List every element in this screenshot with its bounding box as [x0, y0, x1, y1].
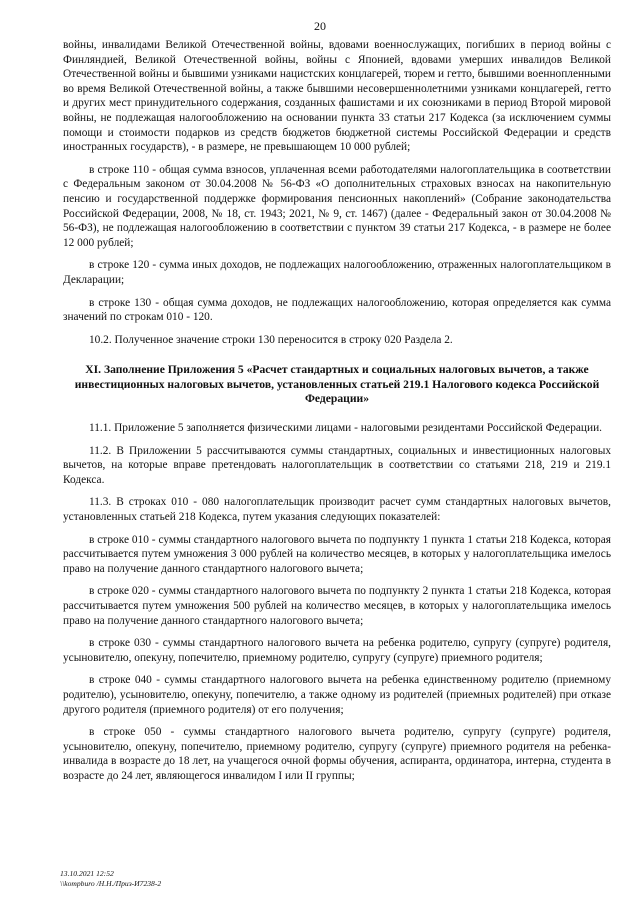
paragraph: войны, инвалидами Великой Отечественной войны, вдовами военнослужащих, погибших в период войны с Финляндией, Великой Отечественной войны, войны с Японией, вдовами умерших инвалидов Великой Отечественной войны и бывшими узниками нацистских концлагерей, тюрем и гетто, бывшими военнопленными во время Великой Отечественной войны, а также бывшими несовершеннолетними узниками концлагерей, гетто и других мест принудительного содержания, созданных фашистами и их союзниками в период Второй мировой войны, не подлежащая налогообложению на основании пункта 33 статьи 217 Кодекса (за исключением суммы помощи и стоимости подарков из средств бюджетов бюджетной системы Российской Федерации и средств иностранных государств), - в размере, не превышающем 10 000 рублей; — [63, 39, 611, 154]
paragraph: в строке 020 - суммы стандартного налогового вычета по подпункту 2 пункта 1 статьи 218 Кодекса, которая рассчитывается путем умножения 500 рублей на количество месяцев, в которых у налогоплательщика имелось право на получение данного стандартного налогового вычета; — [63, 585, 611, 627]
footer-doc-ref: \\kompburo /Н.Н./Приз-И7238-2 — [60, 878, 162, 888]
page-number: 20 — [314, 19, 326, 33]
paragraph: 10.2. Полученное значение строки 130 переносится в строку 020 Раздела 2. — [89, 333, 453, 346]
paragraph: в строке 120 - сумма иных доходов, не подлежащих налогообложению, отраженных налогоплательщиком в Декларации; — [63, 259, 611, 286]
paragraph: 11.2. В Приложении 5 рассчитываются суммы стандартных, социальных и инвестиционных налоговых вычетов, на которые вправе претендовать налогоплательщик в соответствии со статьями 218, 219 и 219.1 Кодекса. — [63, 444, 611, 486]
paragraph: 11.1. Приложение 5 заполняется физическими лицами - налоговыми резидентами Российской Федерации. — [89, 422, 602, 435]
paragraph: в строке 040 - суммы стандартного налогового вычета на ребенка единственному родителю (приемному родителю), усыновителю, опекуну, попечителю, а также одному из родителей (приемных родителей) при отказе другого родителя (приемного родителя) от его получения; — [63, 674, 611, 716]
document-body — [63, 38, 611, 792]
paragraph: в строке 010 - суммы стандартного налогового вычета по подпункту 1 пункта 1 статьи 218 Кодекса, которая рассчитывается путем умножения 3 000 рублей на количество месяцев, в которых у налогоплательщика имелось право на получение данного стандартного налогового вычета; — [63, 533, 611, 575]
section-heading: XI. Заполнение Приложения 5 «Расчет стандартных и социальных налоговых вычетов, а также инвестиционных налоговых вычетов, установленных статьей 219.1 Налогового кодекса Российской Федерации» — [74, 363, 600, 406]
paragraph: в строке 050 - суммы стандартного налогового вычета родителю, супругу (супруге) родителя, усыновителю, опекуну, попечителю, приемному родителю, супругу (супруге) приемного родителя на ребенка-инвалида в возрасте до 18 лет, на учащегося очной формы обучения, аспиранта, ординатора, интерна, студента в возрасте до 24 лет, являющегося инвалидом I или II группы; — [63, 726, 611, 782]
paragraph: 11.3. В строках 010 - 080 налогоплательщик производит расчет сумм стандартных налоговых вычетов, установленных статьей 218 Кодекса, путем указания следующих показателей: — [63, 496, 611, 524]
footer-timestamp: 13.10.2021 12:52 — [60, 869, 114, 878]
paragraph: в строке 030 - суммы стандартного налогового вычета на ребенка родителю, супругу (супруге) родителя, усыновителю, опекуну, попечителю, приемному родителю, супругу (супруге) приемного родителя; — [63, 637, 611, 664]
paragraph: в строке 130 - общая сумма доходов, не подлежащих налогообложению, которая определяется как сумма значений по строкам 010 - 120. — [63, 296, 611, 324]
page-footer — [60, 869, 161, 888]
paragraph: в строке 110 - общая сумма взносов, уплаченная всеми работодателями налогоплательщика в соответствии с Федеральным законом от 30.04.2008 № 56-ФЗ «О дополнительных страховых взносах на накопительную пенсию и государственной поддержке формирования пенсионных накоплений» (Собрание законодательства Российской Федерации, 2008, № 18, ст. 1943; 2021, № 9, ст. 1467) (далее - Федеральный закон от 30.04.2008 № 56-ФЗ), не подлежащая налогообложению в соответствии с пунктом 39 статьи 217 Кодекса, - в размере не более 12 000 рублей; — [63, 163, 611, 249]
